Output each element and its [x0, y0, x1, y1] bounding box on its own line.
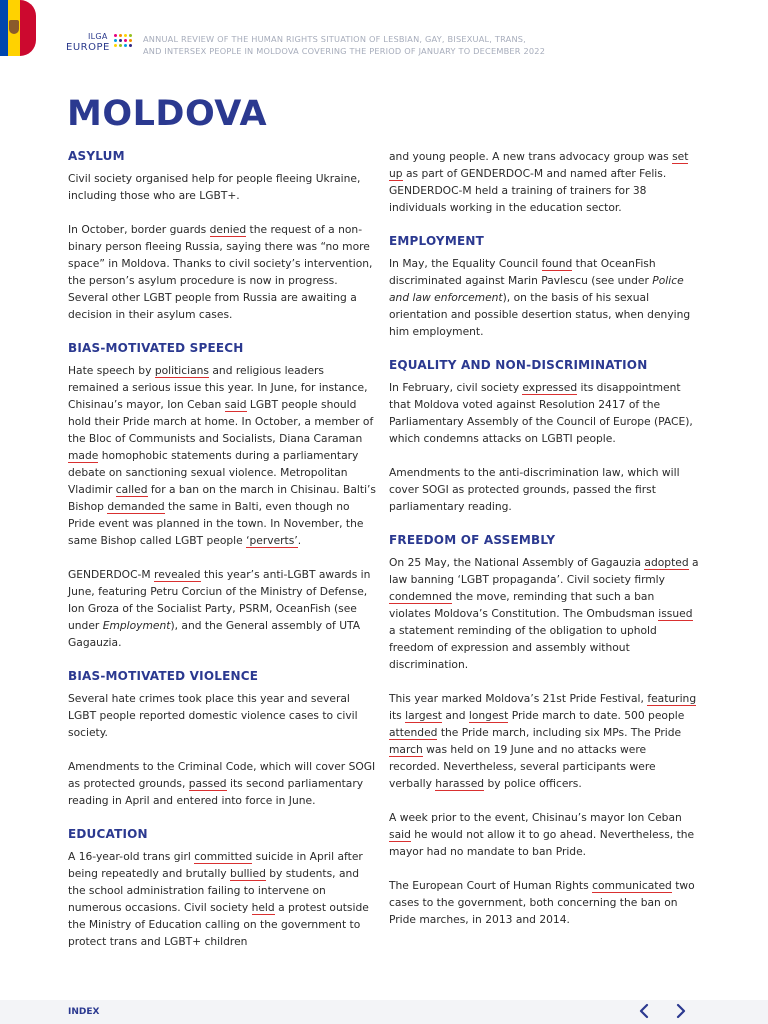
logo-dots-icon — [114, 34, 134, 52]
link[interactable]: said — [389, 828, 411, 841]
page-title: MOLDOVA — [67, 94, 268, 134]
link[interactable]: expressed — [522, 381, 578, 394]
chevron-left-icon[interactable] — [635, 1001, 653, 1021]
section-heading: FREEDOM OF ASSEMBLY — [389, 533, 556, 547]
link[interactable]: called — [115, 483, 148, 496]
section-asylum — [68, 148, 378, 323]
link[interactable]: passed — [188, 777, 227, 790]
paragraph: Amendments to the Criminal Code, which will cover SOGI as protected grounds, passed its second parliamentary reading in April and entered into force in June. — [68, 760, 376, 807]
section-heading: EQUALITY AND NON-DISCRIMINATION — [389, 358, 648, 372]
link[interactable]: set up — [389, 150, 689, 180]
paragraph: and young people. A new trans advocacy group was set up as part of GENDERDOC-M and named after Felis. GENDERDOC-M held a training of trainers for 38 individuals working in the education sector. — [389, 150, 689, 214]
link[interactable]: made — [68, 449, 99, 462]
link[interactable]: revealed — [154, 568, 201, 581]
section-freedom-assembly — [389, 532, 699, 928]
footer-bar — [0, 1000, 768, 1024]
section-heading: EMPLOYMENT — [389, 234, 484, 248]
section-bias-speech — [68, 340, 378, 651]
left-column — [68, 148, 378, 967]
section-heading: BIAS-MOTIVATED SPEECH — [68, 341, 244, 355]
section-heading: BIAS-MOTIVATED VIOLENCE — [68, 669, 259, 683]
link[interactable]: bullied — [230, 867, 266, 880]
index-link[interactable]: INDEX — [68, 1007, 100, 1017]
link[interactable]: adopted — [644, 556, 689, 569]
link[interactable]: featuring — [647, 692, 697, 705]
link[interactable]: harassed — [435, 777, 485, 790]
link[interactable]: issued — [658, 607, 693, 620]
link[interactable]: said — [224, 398, 247, 411]
paragraph: Amendments to the anti-discrimination law, which will cover SOGI as protected grounds, passed the first parliamentary reading. — [389, 466, 680, 513]
link[interactable]: longest — [468, 709, 509, 722]
paragraph: This year marked Moldova’s 21st Pride Festival, featuring its largest and longest Pride march to date. 500 people attended the Pride march, including six MPs. The Pride march was held on 19 June and no attacks were recorded. Nevertheless, several participants were verbally harassed by police officers. — [389, 692, 697, 790]
link[interactable]: demanded — [107, 500, 165, 513]
link[interactable]: largest — [405, 709, 442, 722]
right-column — [389, 148, 699, 945]
section-education — [68, 826, 378, 950]
paragraph: In February, civil society expressed its disappointment that Moldova voted against Resolution 2417 of the Parliamentary Assembly of the Council of Europe (PACE), which condemns attacks on LGBTI people. — [389, 381, 693, 445]
link[interactable]: committed — [194, 850, 253, 863]
link[interactable]: condemned — [389, 590, 453, 603]
section-equality — [389, 357, 699, 515]
link[interactable]: march — [389, 743, 423, 756]
paragraph: GENDERDOC-M revealed this year’s anti-LGBT awards in June, featuring Petru Corciun of the Ministry of Defense, Ion Groza of the Socialist Party, PSRM, OceanFish (see under Employment), and the General assembly of UTA Gagauzia. — [68, 568, 371, 649]
link[interactable]: held — [251, 901, 275, 914]
paragraph: A 16-year-old trans girl committed suicide in April after being repeatedly and brutally bullied by students, and the school administration failing to intervene on numerous occasions. Civil society held a protest outside the Ministry of Education calling on the government to protect trans and LGBT+ children — [68, 850, 369, 948]
chevron-right-icon[interactable] — [672, 1001, 690, 1021]
link[interactable]: communicated — [592, 879, 672, 892]
moldova-flag-tab — [0, 0, 36, 56]
section-heading: ASYLUM — [68, 149, 125, 163]
section-heading: EDUCATION — [68, 827, 148, 841]
link[interactable]: attended — [389, 726, 438, 739]
section-education-continued — [389, 148, 699, 216]
paragraph: In May, the Equality Council found that OceanFish discriminated against Marin Pavlescu (see under Police and law enforcement), on the basis of his sexual orientation and possible desertion status, when denying him employment. — [389, 257, 691, 338]
link[interactable]: denied — [209, 223, 247, 236]
paragraph: In October, border guards denied the request of a non-binary person fleeing Russia, saying there was “no more space” in Moldova. Thanks to civil society’s intervention, the person’s asylum procedure is now in progress. Several other LGBT people from Russia are awaiting a decision in their asylum cases. — [68, 223, 373, 321]
paragraph: Civil society organised help for people fleeing Ukraine, including those who are LGBT+. — [68, 172, 361, 202]
report-subtitle: ANNUAL REVIEW OF THE HUMAN RIGHTS SITUATION OF LESBIAN, GAY, BISEXUAL, TRANS, AND INTERSEX PEOPLE IN MOLDOVA COVERING THE PERIOD OF JANUARY TO DECEMBER 2022 — [143, 34, 546, 56]
link[interactable]: found — [541, 257, 573, 270]
ilga-europe-logo[interactable]: ILGA EUROPE — [66, 32, 136, 56]
paragraph: The European Court of Human Rights communicated two cases to the government, both concerning the ban on Pride marches, in 2013 and 2014. — [389, 879, 695, 926]
link[interactable]: ‘perverts’ — [246, 534, 298, 547]
section-employment — [389, 233, 699, 340]
section-bias-violence — [68, 668, 378, 809]
paragraph: A week prior to the event, Chisinau’s mayor Ion Ceban said he would not allow it to go ahead. Nevertheless, the mayor had no mandate to ban Pride. — [389, 811, 695, 858]
link[interactable]: politicians — [154, 364, 209, 377]
paragraph: Several hate crimes took place this year and several LGBT people reported domestic violence cases to civil society. — [68, 692, 358, 739]
paragraph: Hate speech by politicians and religious leaders remained a serious issue this year. In June, for instance, Chisinau’s mayor, Ion Ceban said LGBT people should hold their Pride march at home. In October, a member of the Bloc of Communists and Socialists, Diana Caraman made homophobic statements during a parliamentary debate on sanctioning sexual violence. Metropolitan Vladimir called for a ban on the march in Chisinau. Balti’s Bishop demanded the same in Balti, even though no Pride event was planned in the town. In November, the same Bishop called LGBT people ‘perverts’. — [68, 364, 377, 547]
paragraph: On 25 May, the National Assembly of Gagauzia adopted a law banning ‘LGBT propaganda’. Civil society firmly condemned the move, reminding that such a ban violates Moldova’s Constitution. The Ombudsman issued a statement reminding of the obligation to uphold freedom of expression and assembly without discrimination. — [389, 556, 699, 671]
